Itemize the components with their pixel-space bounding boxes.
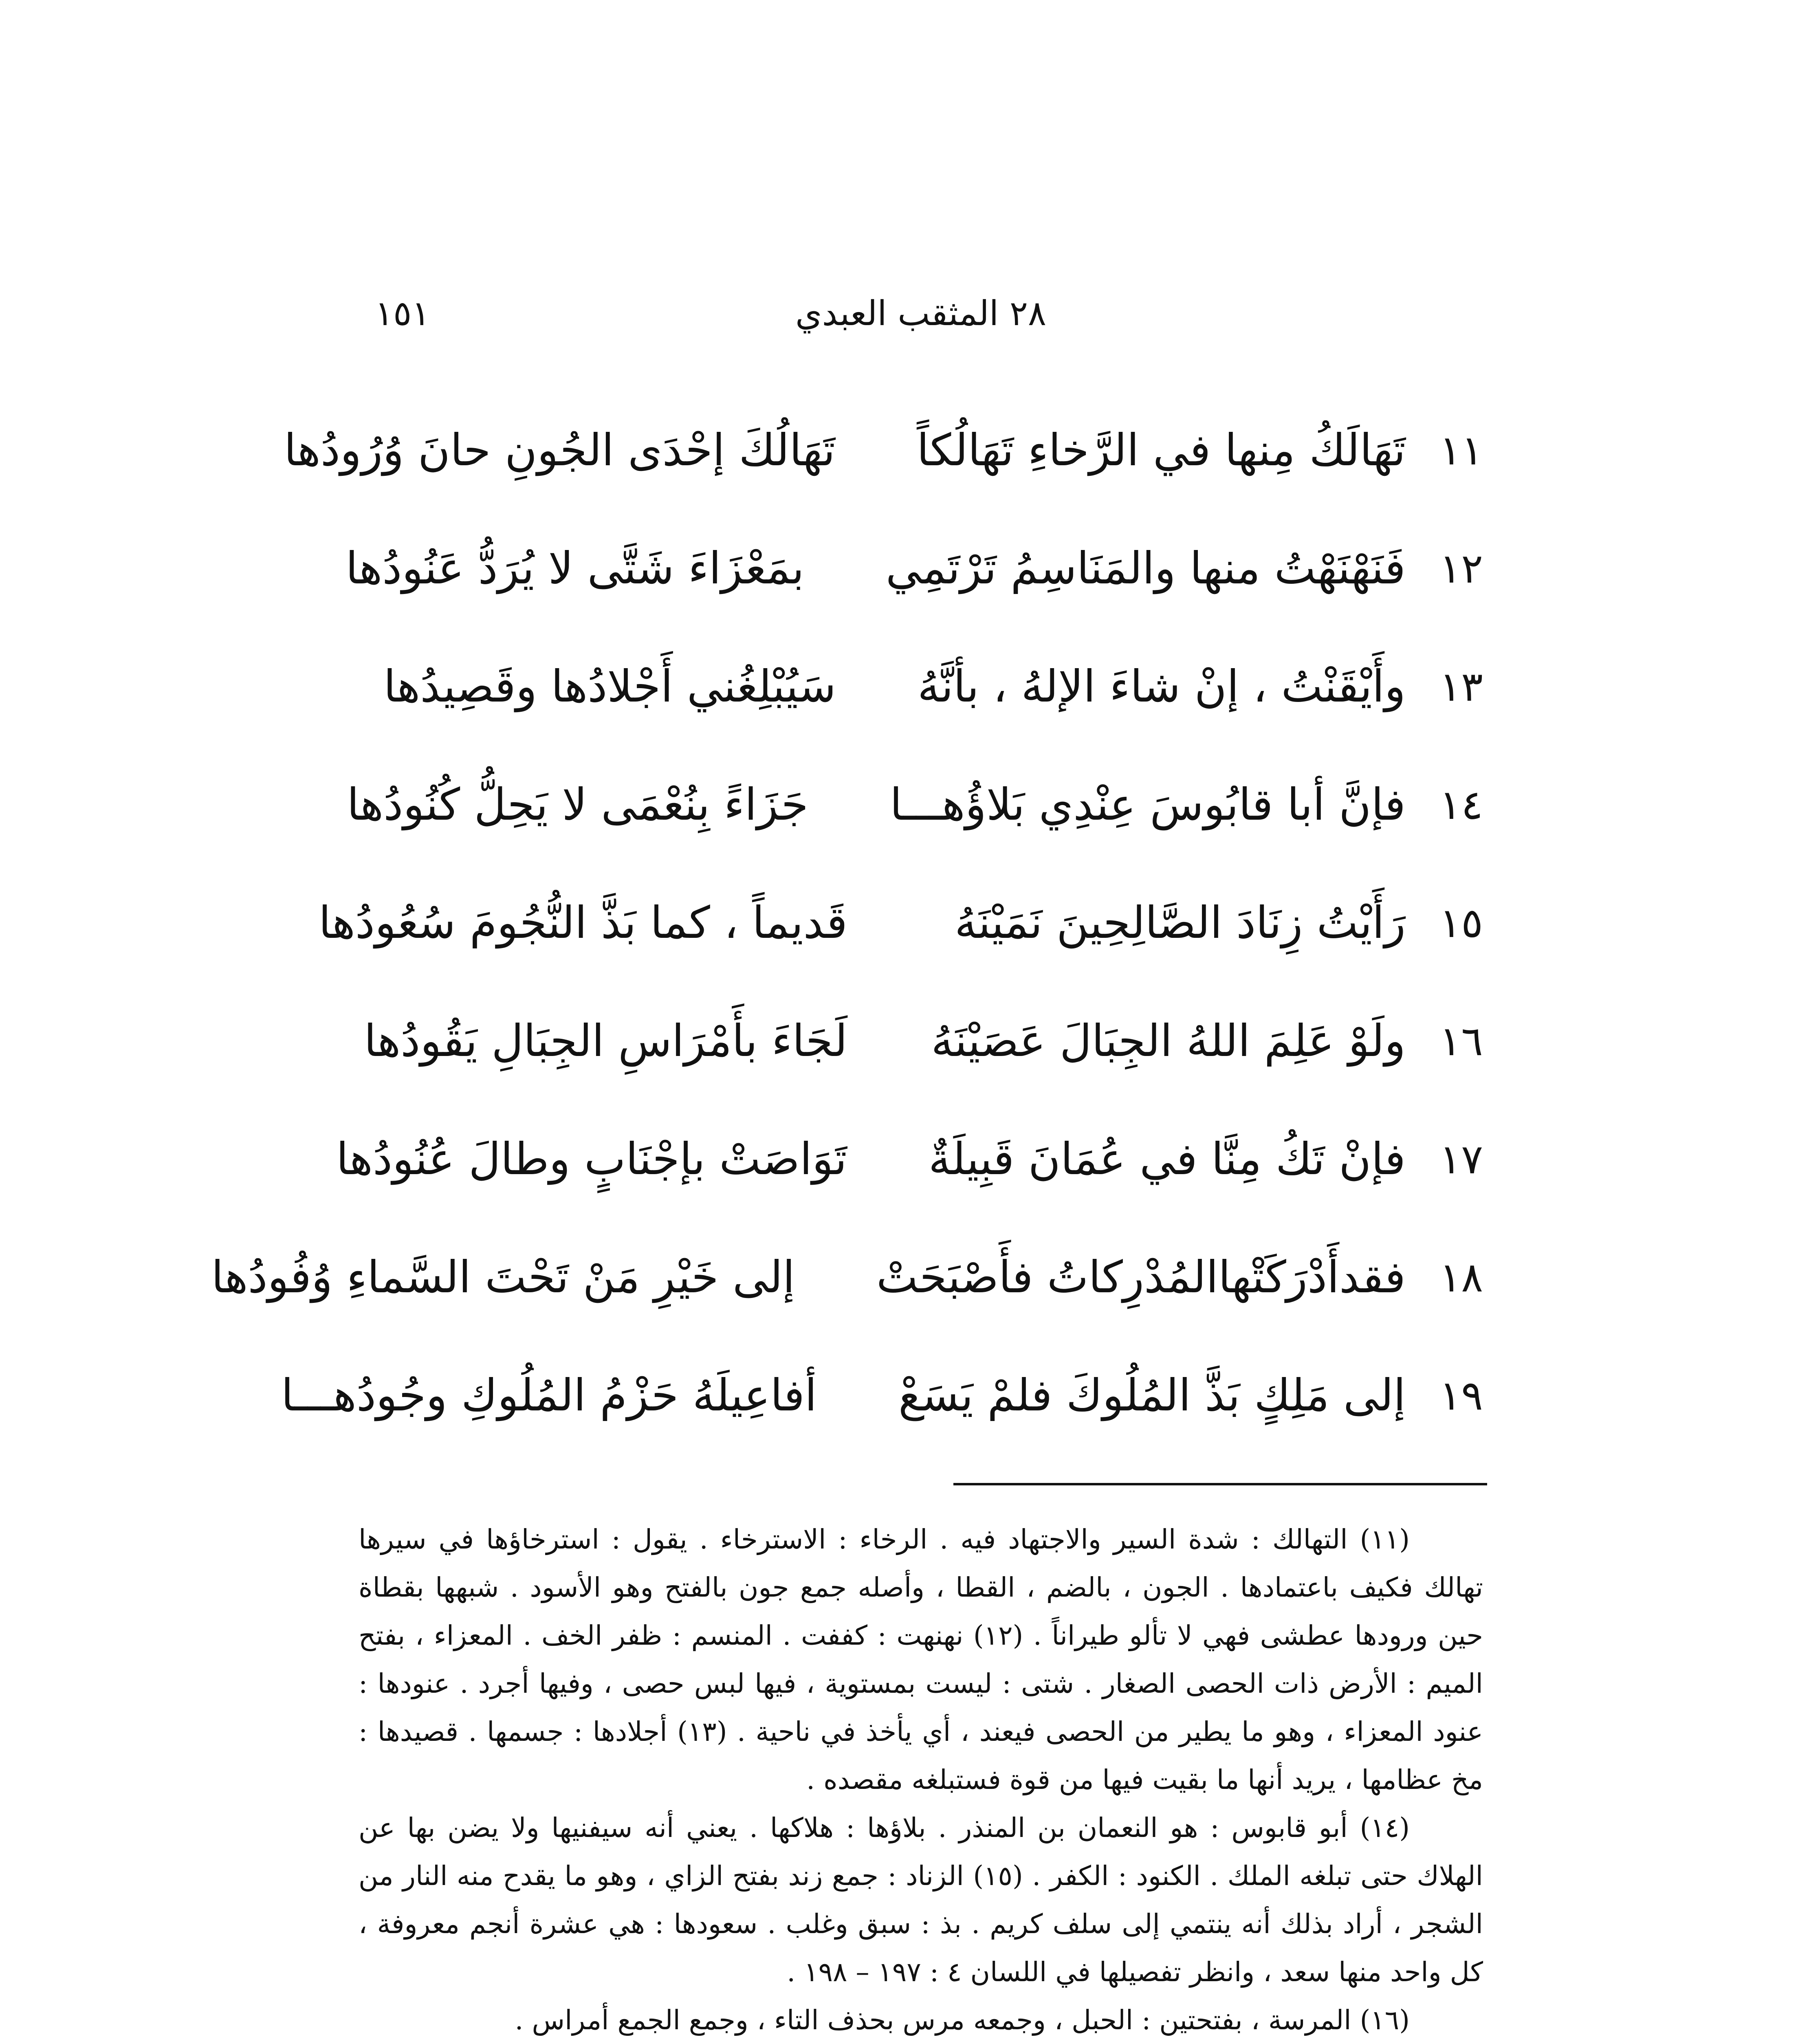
verse-16: [359, 982, 1483, 1100]
verse-number: ١٩: [1439, 1371, 1483, 1419]
verse-19: [281, 1336, 1483, 1454]
verse-number: ١٧: [1439, 1135, 1483, 1183]
verse-number: ١٣: [1439, 662, 1483, 711]
first-hemistich: فَنَهْنَهْتُ منها والمَنَاسِمُ تَرْتَمِي: [885, 543, 1406, 594]
first-hemistich: إلى مَلِكٍ بَذَّ المُلُوكَ فلمْ يَسَعْ: [898, 1370, 1406, 1421]
second-hemistich: سَيُبْلِغُني أَجْلادُها وقَصِيدُها: [383, 661, 836, 712]
footnote-paragraph: (١٦) المرسة ، بفتحتين : الحبل ، وجمعه مرس بحذف التاء ، وجمع الجمع أمراس .: [515, 2004, 1410, 2036]
footnote-paragraph: (١٤) أبو قابوس : هو النعمان بن المنذر . بلاؤها : هلاكها . يعني أنه سيفنيها ولا يضن بها عن الهلاك حتى تبلغه الملك . الكنود : الكفر . (١٥) الزناد : جمع زند بفتح الزاي ، وهو ما يقدح منه النار من الشجر ، أراد بذلك أنه ينتمي إلى سلف كريم . بذ : سبق وغلب . سعودها : هي عشرة أنجم معروفة ، كل واحد منها سعد ، وانظر تفصيلها في اللسان ٤ : ١٩٧ – ١٩٨ .: [359, 1812, 1483, 1988]
verse-number: ١٢: [1439, 544, 1483, 592]
first-hemistich: فإنْ تَكُ مِنَّا في عُمَانَ قَبِيلَةٌ: [928, 1133, 1406, 1185]
second-hemistich: إلى خَيْرِ مَنْ تَحْتَ السَّماءِ وُفُودُها: [211, 1252, 795, 1303]
footnote-paragraph: (١١) التهالك : شدة السير والاجتهاد فيه . الرخاء : الاسترخاء . يقول : استرخاؤها في سيرها تهالك فكيف باعتمادها . الجون ، بالضم ، القطا ، وأصله جمع جون بالفتح وهو الأسود . شبهها بقطاة حين ورودها عطشى فهي لا تألو طيراناً . (١٢) نهنهت : كففت . المنسم : ظفر الخف . المعزاء ، بفتح الميم : الأرض ذات الحصى الصغار . شتى : ليست بمستوية ، فيها لبس حصى ، وفيها أجرد . عنودها : عنود المعزاء ، وهو ما يطير من الحصى فيعند ، أي يأخذ في ناحية . (١٣) أجلادها : جسمها . قصيدها : مخ عظامها ، يريد أنها ما بقيت فيها من قوة فستبلغه مقصده .: [359, 1524, 1483, 1795]
running-title: ٢٨ المثقب العبدي: [795, 293, 1047, 333]
footnotes: [359, 1516, 1483, 2037]
first-hemistich: رَأَيْتُ زِنَادَ الصَّالِحِينَ نَمَيْنَهُ: [955, 897, 1406, 948]
verse-number: ١٤: [1439, 781, 1483, 829]
second-hemistich: تَوَاصَتْ بإجْنَابٍ وطالَ عُنُودُها: [336, 1133, 847, 1185]
verse-15: [319, 864, 1483, 982]
verse-14: [347, 746, 1483, 864]
verse-12: [346, 509, 1483, 627]
first-hemistich: فإنَّ أبا قابُوسَ عِنْدِي بَلاؤُهـــا: [889, 779, 1406, 830]
verse-number: ١٦: [1439, 1017, 1483, 1065]
first-hemistich: فقدأَدْرَكَتْهاالمُدْرِكاتُ فأَصْبَحَتْ: [876, 1252, 1406, 1303]
footnote-divider: [953, 1483, 1487, 1485]
first-hemistich: ولَوْ عَلِمَ اللهُ الجِبَالَ عَصَيْنَهُ: [931, 1015, 1406, 1067]
second-hemistich: جَزَاءً بِنُعْمَى لا يَحِلُّ كُنُودُها: [347, 779, 808, 830]
second-hemistich: قَديماً ، كما بَذَّ النُّجُومَ سُعُودُها: [319, 897, 847, 948]
poem: [211, 391, 1483, 1454]
verse-18: [211, 1218, 1483, 1336]
first-hemistich: وأَيْقَنْتُ ، إنْ شاءَ الإلهُ ، بأنَّهُ: [917, 661, 1406, 712]
verse-number: ١١: [1439, 426, 1483, 474]
verse-11: [284, 391, 1483, 509]
page-header: [359, 285, 1483, 342]
verse-number: ١٨: [1439, 1253, 1483, 1301]
verse-13: [359, 627, 1483, 746]
first-hemistich: تَهَالَكُ مِنها في الرَّخاءِ تَهَالُكاً: [917, 425, 1406, 476]
page-number: ١٥١: [375, 293, 430, 333]
verse-17: [336, 1100, 1483, 1218]
second-hemistich: لَجَاءَ بأَمْرَاسِ الجِبَالِ يَقُودُها: [364, 1015, 847, 1067]
second-hemistich: بمَعْزَاءَ شَتَّى لا يُرَدُّ عَنُودُها: [346, 543, 804, 594]
second-hemistich: تَهَالُكَ إحْدَى الجُونِ حانَ وُرُودُها: [284, 425, 836, 476]
second-hemistich: أفاعِيلَهُ حَزْمُ المُلُوكِ وجُودُهـــا: [281, 1370, 817, 1421]
verse-number: ١٥: [1439, 899, 1483, 947]
